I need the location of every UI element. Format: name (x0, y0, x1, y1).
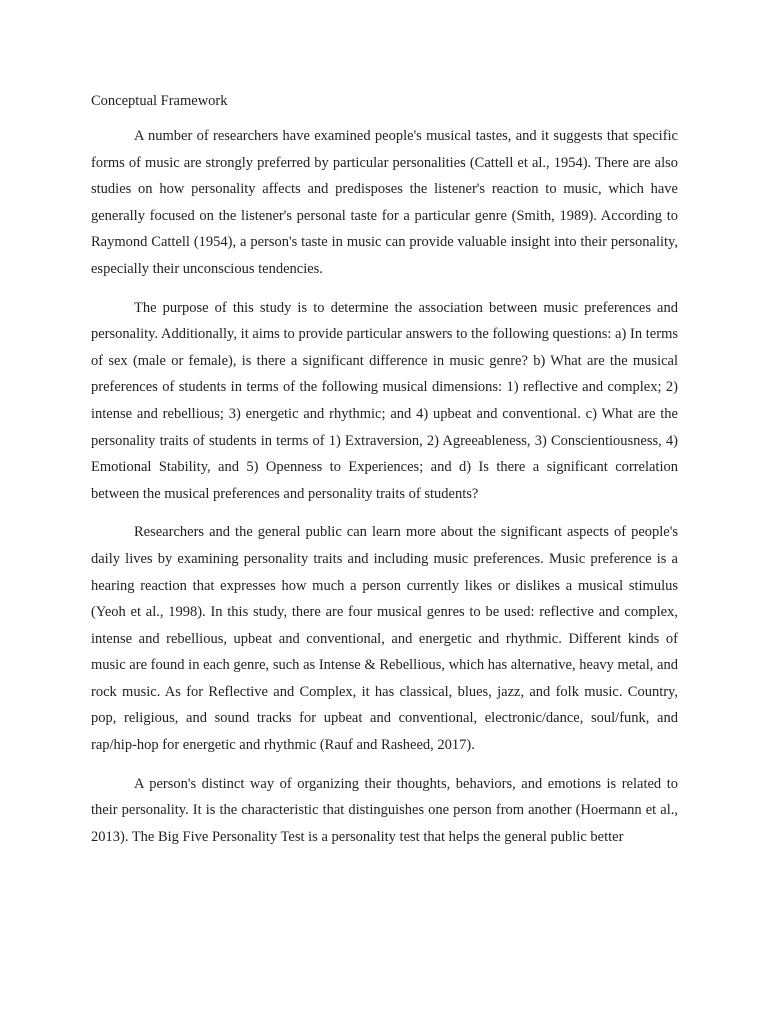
paragraph-intro: A number of researchers have examined people's musical tastes, and it suggests that specific forms of music are strongly preferred by particular personalities (Cattell et al., 1954). There are also studies on how personality affects and predisposes the listener's reaction to music, which have generally focused on the listener's personal taste for a particular genre (Smith, 1989). According to Raymond Cattell (1954), a person's taste in music can provide valuable insight into their personality, especially their unconscious tendencies. (91, 128, 678, 277)
document-body (91, 87, 678, 862)
paragraph-personality: A person's distinct way of organizing their thoughts, behaviors, and emotions is related to their personality. It is the characteristic that distinguishes one person from another (Hoermann et al., 2013). The Big Five Personality Test is a personality test that helps the general public better (91, 775, 678, 845)
section-heading: Conceptual Framework (91, 93, 228, 109)
paragraph-music-preference: Researchers and the general public can learn more about the significant aspects of people's daily lives by examining personality traits and including music preferences. Music preference is a hearing reaction that expresses how much a person currently likes or dislikes a musical stimulus (Yeoh et al., 1998). In this study, there are four musical genres to be used: reflective and complex, intense and rebellious, upbeat and conventional, and energetic and rhythmic. Different kinds of music are found in each genre, such as Intense & Rebellious, which has alternative, heavy metal, and rock music. As for Reflective and Complex, it has classical, blues, jazz, and folk music. Country, pop, religious, and sound tracks for upbeat and conventional, electronic/dance, soul/funk, and rap/hip-hop for energetic and rhythmic (Rauf and Rasheed, 2017). (91, 524, 678, 754)
paragraph-purpose: The purpose of this study is to determine the association between music preferences and personality. Additionally, it aims to provide particular answers to the following questions: a) In terms of sex (male or female), is there a significant difference in music genre? b) What are the musical preferences of students in terms of the following musical dimensions: 1) reflective and complex; 2) intense and rebellious; 3) energetic and rhythmic; and 4) upbeat and conventional. c) What are the personality traits of students in terms of 1) Extraversion, 2) Agreeableness, 3) Conscientiousness, 4) Emotional Stability, and 5) Openness to Experiences; and d) Is there a significant correlation between the musical preferences and personality traits of students? (91, 299, 678, 502)
